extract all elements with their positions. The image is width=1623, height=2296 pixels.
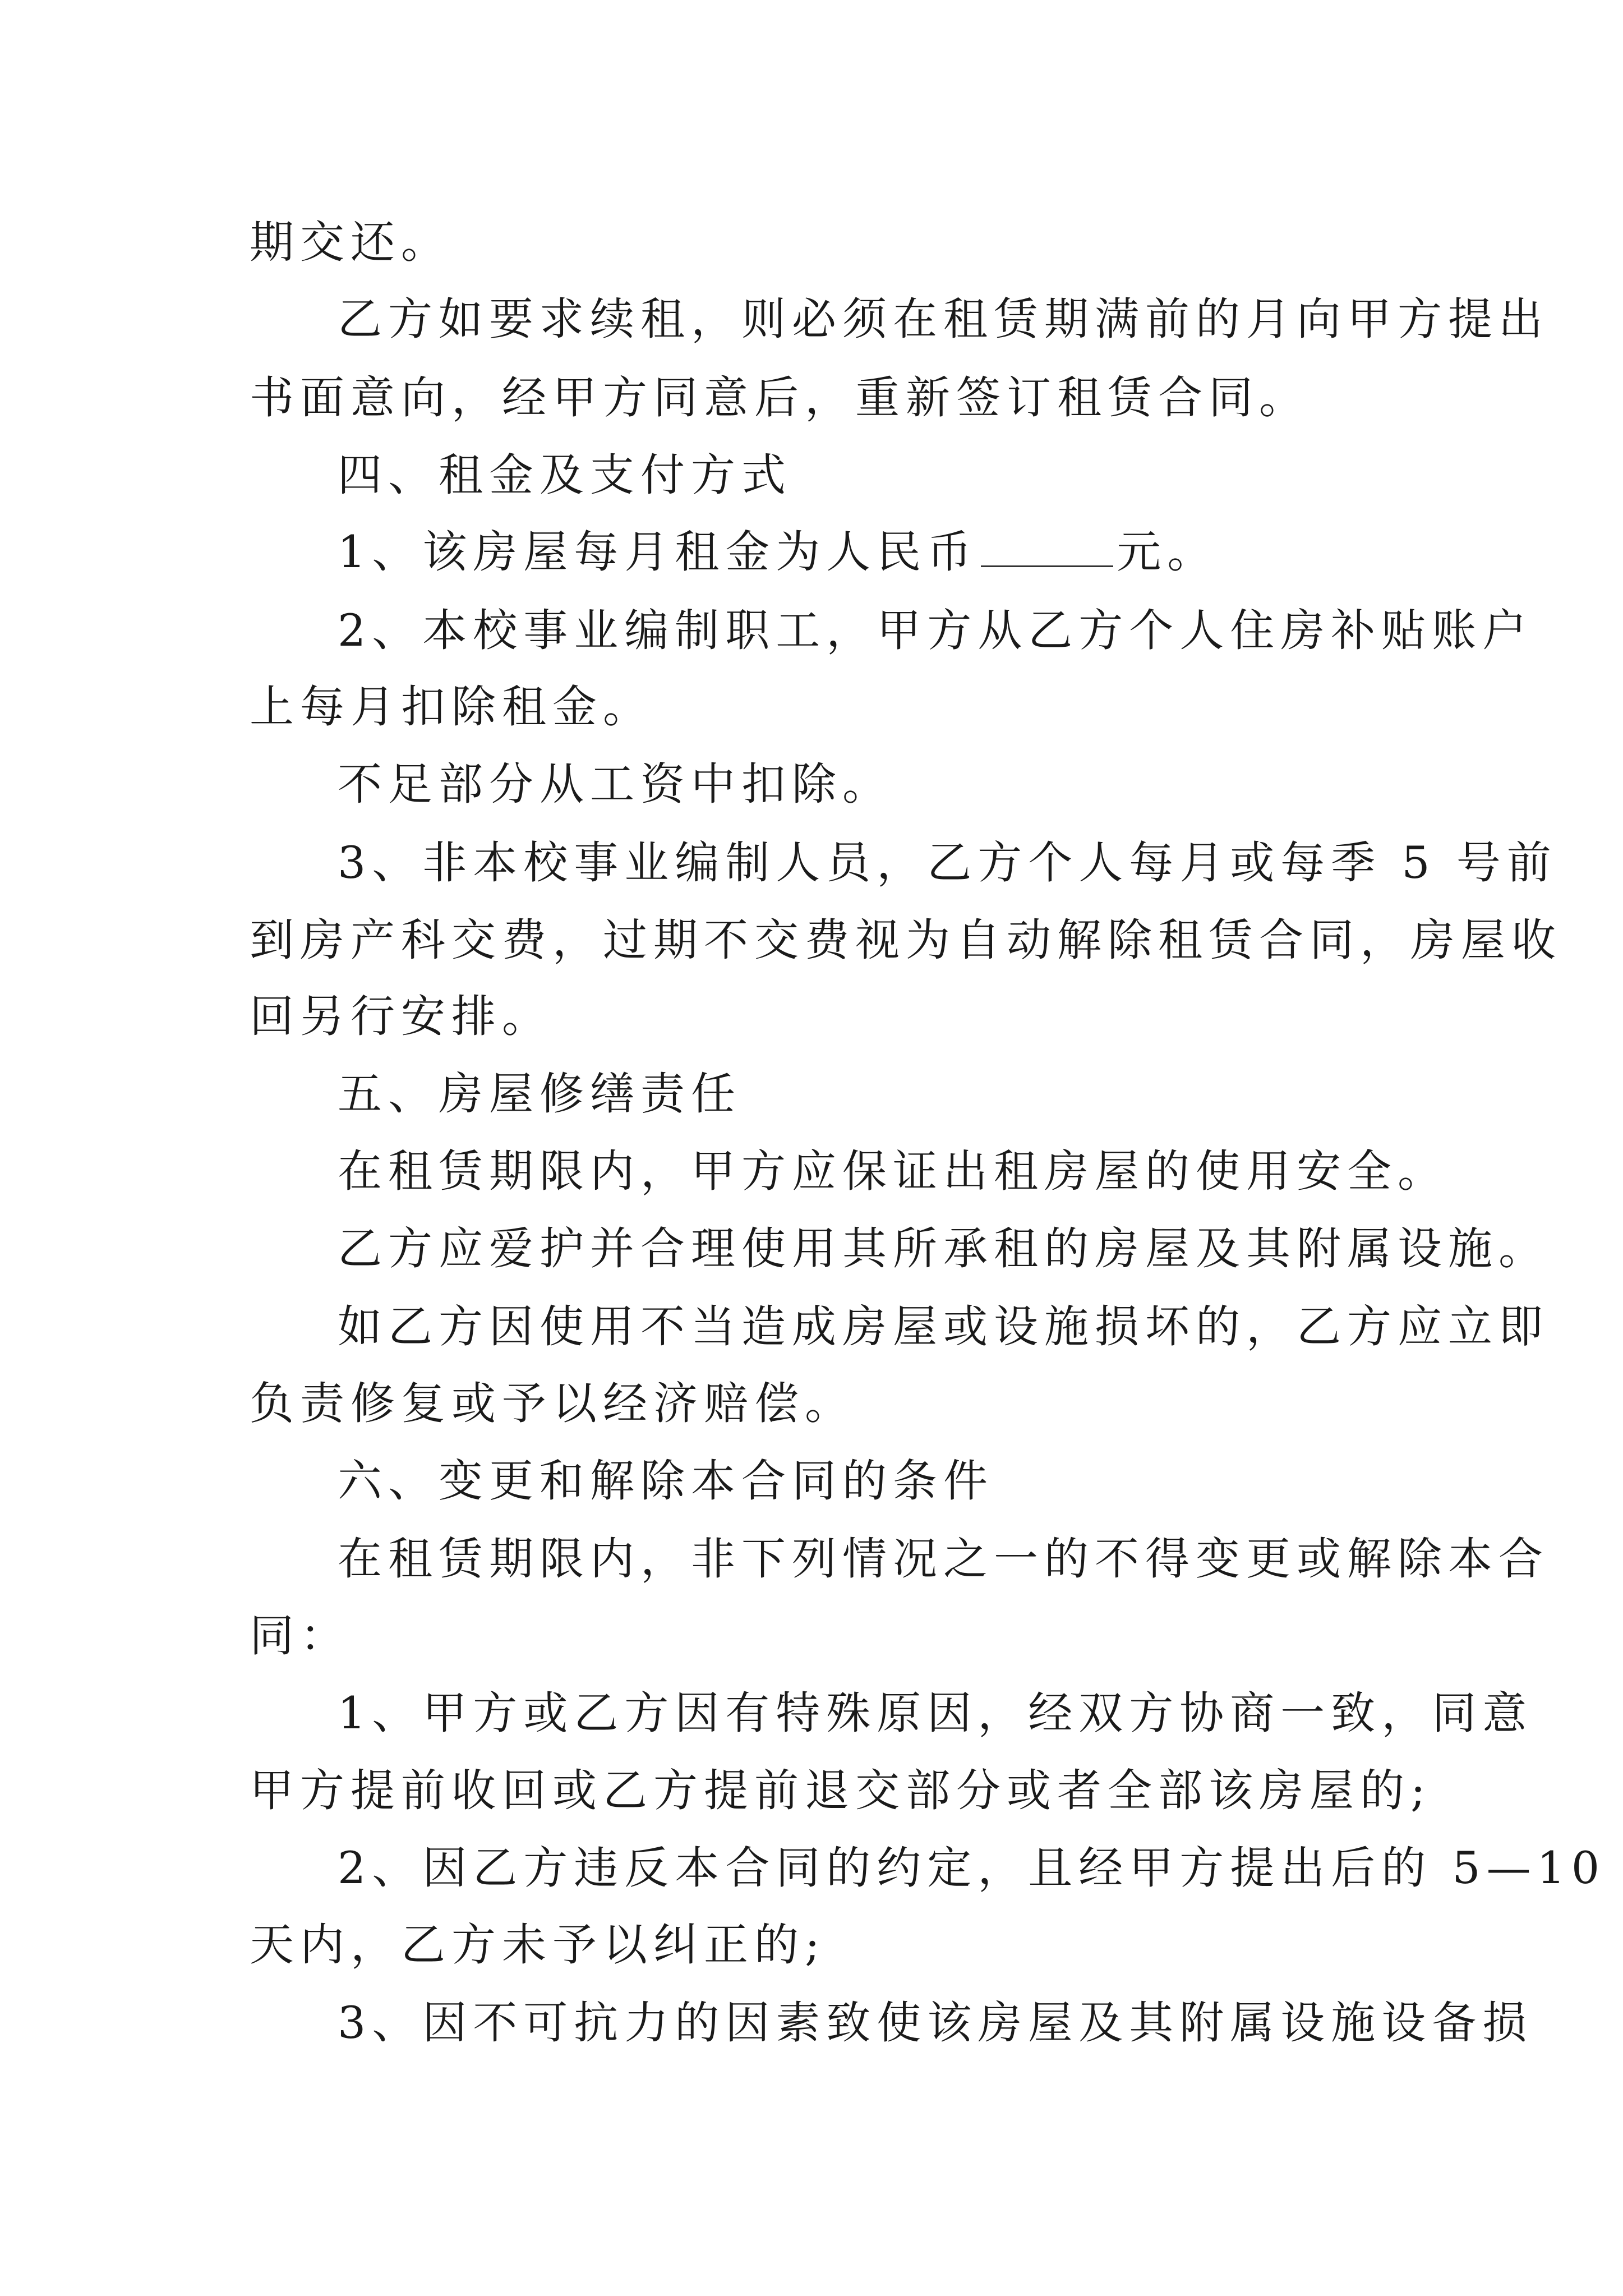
text-line: 甲方提前收回或乙方提前退交部分或者全部该房屋的;	[250, 1765, 1432, 1816]
text-line: 天内，乙方未予以纠正的;	[250, 1919, 826, 1971]
text-line: 上每月扣除租金。	[250, 681, 653, 733]
text-line: 乙方如要求续租，则必须在租赁期满前的月向甲方提出	[338, 293, 1549, 345]
text-line: 不足部分从工资中扣除。	[338, 758, 893, 810]
rent-amount-label: 1、该房屋每月租金为人民币	[338, 526, 978, 578]
text-line: 2、本校事业编制职工，甲方从乙方个人住房补贴账户	[338, 605, 1533, 656]
rent-amount-blank	[981, 532, 1113, 567]
text-line: 期交还。	[250, 217, 451, 268]
rent-amount-unit: 元。	[1117, 526, 1218, 578]
text-line: 乙方应爱护并合理使用其所承租的房屋及其附属设施。	[338, 1223, 1549, 1274]
text-line: 到房产科交费，过期不交费视为自动解除租赁合同，房屋收	[250, 914, 1562, 966]
section-heading: 四、租金及支付方式	[338, 449, 792, 501]
text-line: 书面意向，经甲方同意后，重新签订租赁合同。	[250, 372, 1310, 424]
text-line: 回另行安排。	[250, 991, 552, 1042]
text-line: 如乙方因使用不当造成房屋或设施损坏的，乙方应立即	[338, 1301, 1549, 1352]
text-line	[338, 524, 1218, 580]
text-line: 3、非本校事业编制人员，乙方个人每月或每季 5 号前	[338, 837, 1557, 889]
section-heading: 六、变更和解除本合同的条件	[338, 1455, 994, 1507]
section-heading: 五、房屋修缮责任	[338, 1068, 741, 1120]
text-line: 3、因不可抗力的因素致使该房屋及其附属设施设备损	[338, 1997, 1533, 2049]
text-line: 在租赁期限内，甲方应保证出租房屋的使用安全。	[338, 1145, 1448, 1197]
text-line: 在租赁期限内，非下列情况之一的不得变更或解除本合	[338, 1533, 1549, 1585]
text-line: 同：	[250, 1610, 351, 1662]
text-line: 1、甲方或乙方因有特殊原因，经双方协商一致，同意	[338, 1687, 1533, 1739]
text-line: 2、因乙方违反本合同的约定，且经甲方提出后的 5—10	[338, 1842, 1606, 1894]
text-line: 负责修复或予以经济赔偿。	[250, 1378, 855, 1429]
